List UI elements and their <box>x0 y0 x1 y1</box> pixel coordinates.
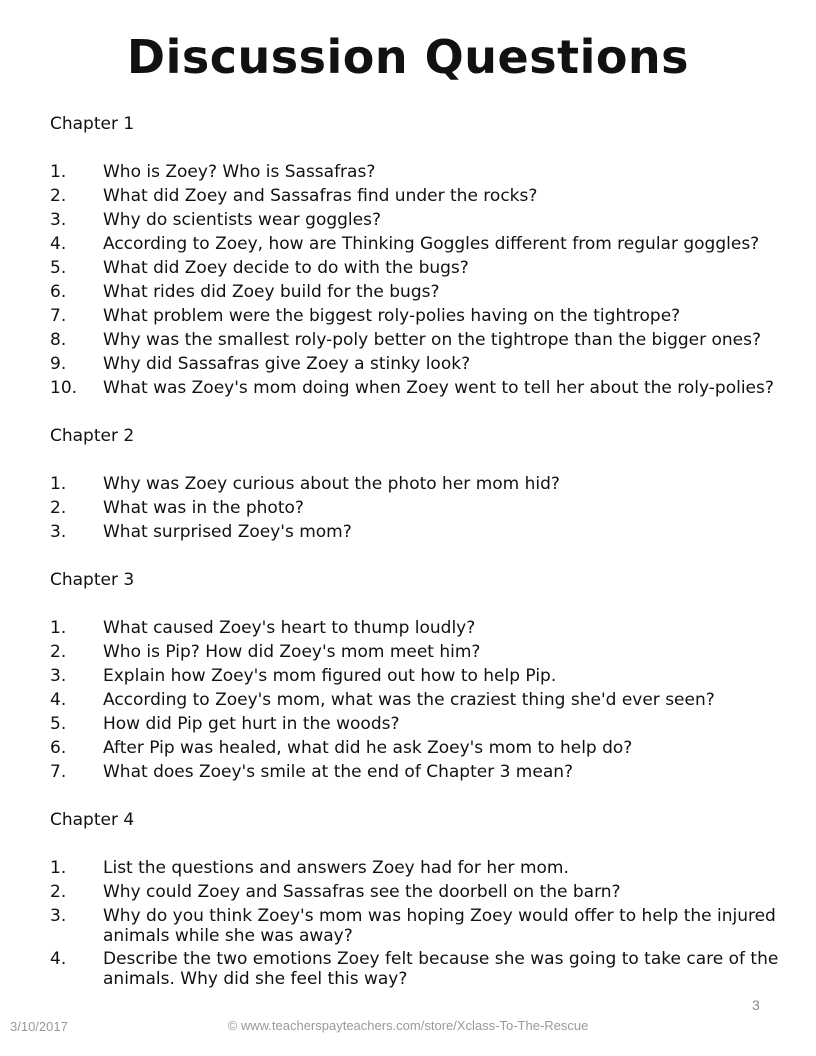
question-text: Why do you think Zoey's mom was hoping Zoey would offer to help the injured animals while she was away? <box>103 906 776 946</box>
question-number: 6. <box>50 282 67 302</box>
question-item <box>50 712 780 736</box>
question-text: Why could Zoey and Sassafras see the doorbell on the barn? <box>103 882 621 902</box>
question-text: Explain how Zoey's mom figured out how to help Pip. <box>103 666 557 686</box>
question-item <box>50 304 780 328</box>
question-text: What problem were the biggest roly-polies having on the tightrope? <box>103 306 681 326</box>
question-list <box>50 616 780 784</box>
question-text: What surprised Zoey's mom? <box>103 522 352 542</box>
question-item <box>50 760 780 784</box>
question-number: 5. <box>50 258 67 278</box>
question-item <box>50 160 780 184</box>
question-item <box>50 640 780 664</box>
question-number: 6. <box>50 738 67 758</box>
question-list <box>50 856 780 989</box>
footer-date: 3/10/2017 <box>10 1019 68 1034</box>
question-item <box>50 472 780 496</box>
question-text: What was in the photo? <box>103 498 304 518</box>
question-number: 1. <box>50 162 67 182</box>
question-text: How did Pip get hurt in the woods? <box>103 714 400 734</box>
question-text: According to Zoey, how are Thinking Goggles different from regular goggles? <box>103 234 760 254</box>
question-text: After Pip was healed, what did he ask Zoey's mom to help do? <box>103 738 633 758</box>
question-text: Who is Pip? How did Zoey's mom meet him? <box>103 642 481 662</box>
question-text: According to Zoey's mom, what was the craziest thing she'd ever seen? <box>103 690 715 710</box>
question-text: Why was Zoey curious about the photo her mom hid? <box>103 474 560 494</box>
question-number: 3. <box>50 210 67 230</box>
question-item <box>50 736 780 760</box>
question-text: What was Zoey's mom doing when Zoey went to tell her about the roly-polies? <box>103 378 774 398</box>
question-number: 1. <box>50 474 67 494</box>
page-title: Discussion Questions <box>126 30 690 84</box>
question-number: 3. <box>50 666 67 686</box>
question-text: What caused Zoey's heart to thump loudly? <box>103 618 476 638</box>
question-item <box>50 232 780 256</box>
question-number: 3. <box>50 522 67 542</box>
question-item <box>50 208 780 232</box>
question-item <box>50 352 780 376</box>
question-item <box>50 664 780 688</box>
question-item <box>50 949 780 989</box>
question-number: 7. <box>50 306 67 326</box>
question-text: Describe the two emotions Zoey felt because she was going to take care of the animals. Why did she feel this way? <box>103 949 779 989</box>
page-number: 3 <box>752 997 760 1013</box>
question-text: Why do scientists wear goggles? <box>103 210 381 230</box>
chapter-heading: Chapter 2 <box>50 426 135 446</box>
question-item <box>50 856 780 880</box>
question-number: 1. <box>50 618 67 638</box>
questions-content <box>50 112 780 1013</box>
question-number: 7. <box>50 762 67 782</box>
question-number: 10. <box>50 378 78 398</box>
question-list <box>50 160 780 400</box>
question-number: 2. <box>50 642 67 662</box>
question-text: Why was the smallest roly-poly better on the tightrope than the bigger ones? <box>103 330 762 350</box>
question-number: 1. <box>50 858 67 878</box>
question-list <box>50 472 780 544</box>
question-number: 4. <box>50 949 67 969</box>
question-text: Why did Sassafras give Zoey a stinky look? <box>103 354 471 374</box>
question-item <box>50 880 780 904</box>
question-text: What did Zoey decide to do with the bugs? <box>103 258 469 278</box>
question-item <box>50 280 780 304</box>
footer-copyright: © www.teacherspayteachers.com/store/Xclass-To-The-Rescue <box>227 1018 589 1033</box>
chapter-heading: Chapter 3 <box>50 570 135 590</box>
question-number: 5. <box>50 714 67 734</box>
question-text: What did Zoey and Sassafras find under the rocks? <box>103 186 538 206</box>
question-item <box>50 184 780 208</box>
question-text: What does Zoey's smile at the end of Chapter 3 mean? <box>103 762 574 782</box>
question-number: 8. <box>50 330 67 350</box>
question-item <box>50 520 780 544</box>
question-item <box>50 328 780 352</box>
question-item <box>50 616 780 640</box>
question-item <box>50 906 780 946</box>
question-item <box>50 688 780 712</box>
question-text: List the questions and answers Zoey had for her mom. <box>103 858 569 878</box>
question-number: 9. <box>50 354 67 374</box>
question-text: What rides did Zoey build for the bugs? <box>103 282 440 302</box>
question-text: Who is Zoey? Who is Sassafras? <box>103 162 376 182</box>
question-item <box>50 376 780 400</box>
chapter-heading: Chapter 4 <box>50 810 135 830</box>
question-number: 2. <box>50 882 67 902</box>
chapter-heading: Chapter 1 <box>50 114 135 134</box>
question-item <box>50 256 780 280</box>
question-number: 3. <box>50 906 67 926</box>
question-number: 2. <box>50 186 67 206</box>
question-number: 2. <box>50 498 67 518</box>
question-item <box>50 496 780 520</box>
question-number: 4. <box>50 234 67 254</box>
question-number: 4. <box>50 690 67 710</box>
